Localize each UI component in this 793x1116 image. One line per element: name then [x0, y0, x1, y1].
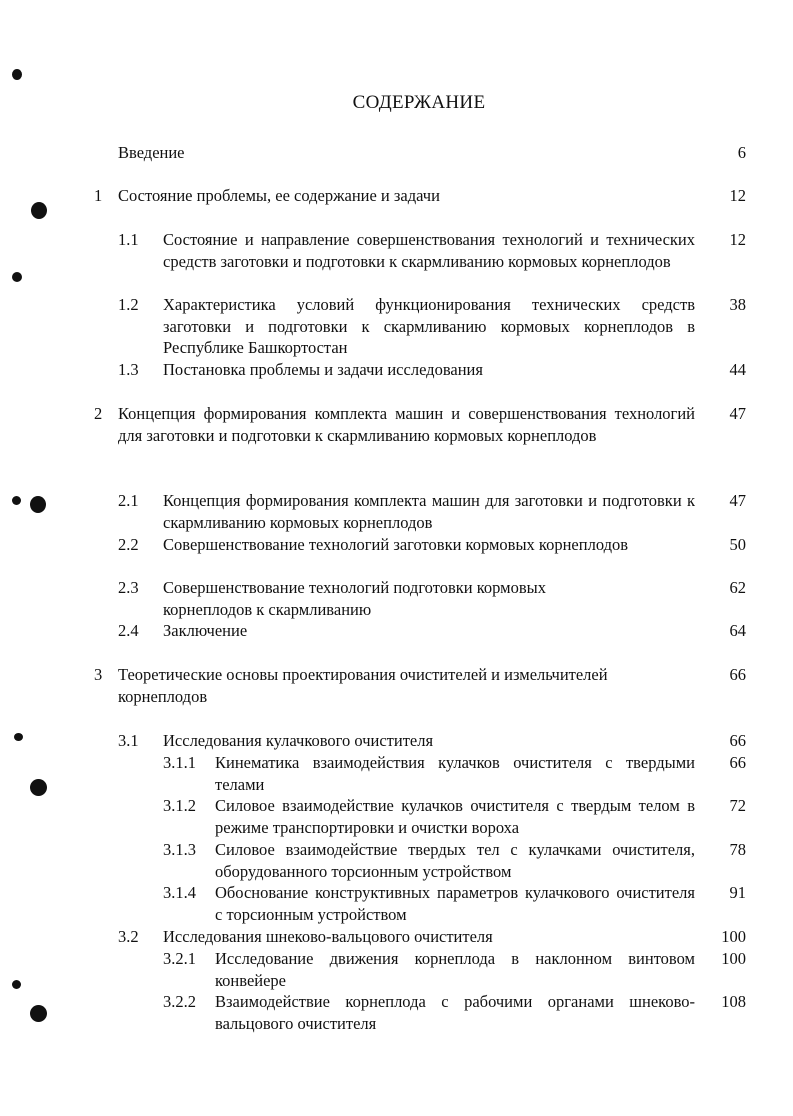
toc-entry-text: Силовое взаимодействие твердых тел с кулачками очистителя, оборудованного торсионным устройством	[215, 840, 695, 881]
toc-entry-number: 1	[94, 186, 103, 205]
toc-entry-page: 47	[729, 404, 746, 423]
toc-entry-number: 2	[94, 404, 103, 423]
toc-entry-number: 3	[94, 665, 103, 684]
toc-entry-page: 6	[737, 143, 746, 162]
punch-hole-3	[12, 272, 22, 282]
toc-entry-text: Взаимодействие корнеплода с рабочими органами шнеково-вальцового очистителя	[215, 992, 695, 1033]
toc-entry-text: Исследования кулачкового очистителя	[163, 731, 434, 750]
toc-entry-page: 47	[729, 491, 746, 510]
toc-entry-text: Состояние проблемы, ее содержание и задачи	[118, 186, 440, 205]
toc-entry-text: Исследования шнеково-вальцового очистителя	[163, 927, 493, 946]
punch-hole-7	[30, 779, 47, 796]
toc-entry-number: 2.3	[118, 578, 139, 597]
toc-entry-number: 3.1.4	[163, 883, 196, 902]
page-title: СОДЕРЖАНИЕ	[352, 92, 486, 113]
punch-hole-9	[30, 1005, 47, 1022]
toc-entry-page: 50	[729, 535, 746, 554]
toc-entry-text: Теоретические основы проектирования очистителей и измельчителей корнеплодов	[118, 665, 608, 706]
toc-entry-page: 38	[729, 295, 746, 314]
toc-entry-number: 3.1.2	[163, 796, 196, 815]
toc-entry-page: 91	[729, 883, 746, 902]
toc-entry-text: Концепция формирования комплекта машин и совершенствования технологий для заготовки и подготовки к скармливанию кормовых корнеплодов	[118, 404, 695, 445]
toc-entry-number: 2.2	[118, 535, 139, 554]
toc-entry-number: 3.2.1	[163, 949, 196, 968]
punch-hole-8	[12, 980, 21, 989]
punch-hole-5	[30, 496, 46, 513]
punch-hole-2	[31, 202, 47, 219]
toc-entry-page: 12	[729, 186, 746, 205]
toc-entry-page: 66	[729, 753, 746, 772]
toc-entry-page: 64	[729, 621, 746, 640]
toc-entry-number: 3.2.2	[163, 992, 196, 1011]
toc-entry-text: Состояние и направление совершенствования технологий и технических средств заготовки и подготовки к скармливанию кормовых корнеплодов	[163, 230, 695, 271]
toc-entry-page: 66	[729, 665, 746, 684]
toc-entry-page: 72	[729, 796, 746, 815]
toc-entry-text: Заключение	[163, 621, 248, 640]
toc-entry-page: 62	[729, 578, 746, 597]
punch-hole-1	[12, 69, 22, 80]
toc-entry-number: 3.2	[118, 927, 139, 946]
toc-entry-text: Постановка проблемы и задачи исследования	[163, 360, 483, 379]
toc-entry-text: Введение	[118, 143, 185, 162]
toc-entry-number: 3.1	[118, 731, 139, 750]
toc-entry-text: Исследование движения корнеплода в наклонном винтовом конвейере	[215, 949, 695, 990]
toc-entry-number: 3.1.3	[163, 840, 196, 859]
toc-entry-number: 3.1.1	[163, 753, 196, 772]
toc-entry-text: Обоснование конструктивных параметров кулачкового очистителя с торсионным устройством	[215, 883, 695, 924]
toc-entry-text: Характеристика условий функционирования технических средств заготовки и подготовки к скармливанию кормовых корнеплодов в Республике Башкортостан	[163, 295, 695, 357]
toc-entry-text: Совершенствование технологий подготовки кормовых корнеплодов к скармливанию	[163, 578, 546, 619]
toc-entry-text: Кинематика взаимодействия кулачков очистителя с твердыми телами	[215, 753, 695, 794]
toc-entry-text: Силовое взаимодействие кулачков очистителя с твердым телом в режиме транспортировки и очистки вороха	[215, 796, 695, 837]
toc-entry-number: 1.1	[118, 230, 139, 249]
toc-entry-page: 44	[729, 360, 746, 379]
toc-entry-text: Концепция формирования комплекта машин для заготовки и подготовки к скармливанию кормовых корнеплодов	[163, 491, 695, 532]
toc-entry-page: 108	[721, 992, 746, 1011]
punch-hole-4	[12, 496, 21, 505]
toc-entry-page: 100	[721, 949, 746, 968]
toc-entry-page: 78	[729, 840, 746, 859]
toc-entry-number: 2.4	[118, 621, 139, 640]
toc-entry-text: Совершенствование технологий заготовки кормовых корнеплодов	[163, 535, 629, 554]
toc-entry-number: 1.3	[118, 360, 139, 379]
punch-hole-6	[14, 733, 23, 741]
toc-entry-page: 12	[729, 230, 746, 249]
toc-entry-number: 2.1	[118, 491, 139, 510]
toc-entry-number: 1.2	[118, 295, 139, 314]
toc-entry-page: 100	[721, 927, 746, 946]
toc-entry-page: 66	[729, 731, 746, 750]
